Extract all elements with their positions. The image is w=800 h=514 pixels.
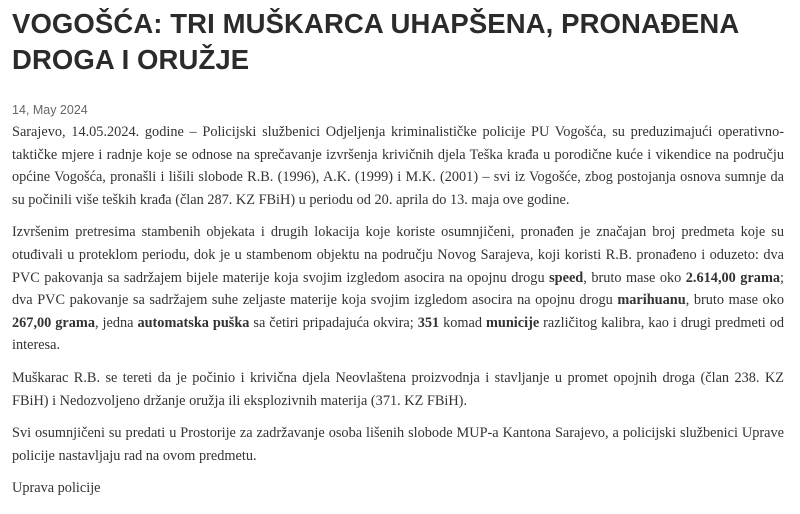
paragraph-custody: Svi osumnjičeni su predati u Prostorije za zadržavanje osoba lišenih slobode MUP-a Kantona Sarajevo, a policijski službenici Uprave policije nastavljaju rad na ovom predmetu. [12,425,784,464]
highlight-rifle: automatska puška [137,314,250,331]
article-signature: Uprava policije [12,480,101,497]
highlight-drug-speed: speed [549,269,584,286]
article-body [12,121,784,510]
text-segment: različitog kalibra, kao i drugi predmeti od interesa. [12,314,785,354]
text-segment: ; dva PVC pakovanje sa sadržajem suhe zeljaste materije koja svojim izgledom asocira na opojnu drogu [12,269,784,309]
text-segment: , jedna [94,314,138,331]
text-segment: , bruto mase oko [583,269,686,286]
text-segment: sa četiri pripadajuća okvira; [249,314,418,331]
highlight-drug-marijuana: marihuanu [617,292,686,309]
text-segment: , bruto mase oko [685,292,784,309]
paragraph-arrest: Sarajevo, 14.05.2024. godine – Policijski službenici Odjeljenja kriminalističke policije PU Vogošća, su preduzimajući operativno- taktičke mjere i radnje koje se odnose na sprečavanje izvršenja krivičnih djela Teška krađa u porodične kuće i vikendice na području općine Vogošća, pronašli i lišili slobode R.B. (1996), A.K. (1999) i M.K. (2001) – svi iz Vogošće, zbog postojanja osnova sumnje da su počinili više teških krađa (član 287. KZ FBiH) u periodu od 20. aprila do 13. maja ove godine. [12,124,784,208]
highlight-ammunition: municije [485,314,540,331]
text-segment: komad [439,314,486,331]
text-segment: Izvršenim pretresima stambenih objekata i drugih lokacija koje koriste osumnjičeni, pronađen je značajan broj predmeta koje su otuđivali u proteklom periodu, dok je u stambenom objektu na području Novog Sarajeva, koji koristi R.B. pronađeno i oduzeto: dva PVC pakovanja sa sadržajem bijele materije koja svojim izgledom asocira na opojnu drogu [12,224,784,286]
paragraph-charges: Muškarac R.B. se tereti da je počinio i krivična djela Neovlaštena proizvodnja i stavljanje u promet opojnih droga (član 238. KZ FBiH) i Nedozvoljeno držanje oružja ili eksplozivnih materija (371. KZ FBiH). [12,369,784,409]
article-date: 14, May 2024 [12,103,88,117]
highlight-speed-mass: 2.614,00 grama [685,269,781,286]
paragraph-search-findings [12,221,784,357]
article-title: VOGOŠĆA: TRI MUŠKARCA UHAPŠENA, PRONAĐENA DROGA I ORUŽJE [12,8,739,75]
highlight-marijuana-mass: 267,00 grama [12,314,95,331]
highlight-ammo-count: 351 [417,314,440,331]
